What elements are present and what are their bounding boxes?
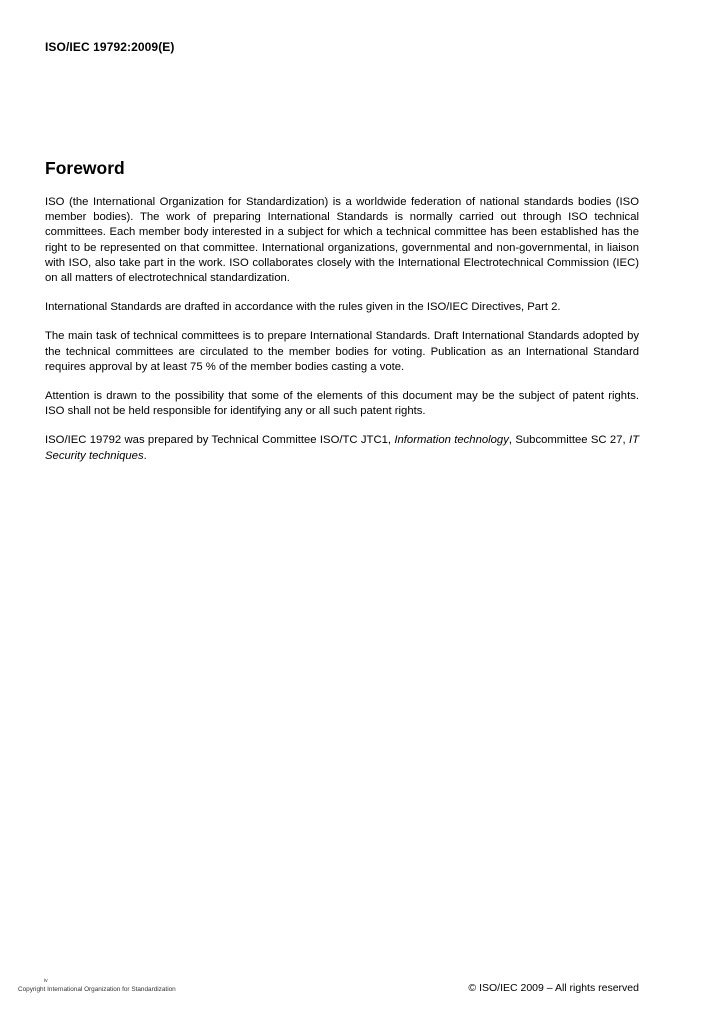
paragraph-5-text-c: . bbox=[143, 449, 147, 462]
paragraph-3: The main task of technical committees is to prepare International Standards. Draft International Standards adopted by the technical committees are circulated to the member bodies for voting. Publication as an International Standard requires approval by at least 75 % of the member bodies casting a vote. bbox=[45, 330, 639, 373]
body-text bbox=[45, 195, 639, 478]
paragraph-5-italic-b: IT Security techniques bbox=[45, 434, 639, 462]
page-number: iv bbox=[44, 978, 48, 984]
rights-reserved: © ISO/IEC 2009 – All rights reserved bbox=[468, 982, 639, 994]
paragraph-5-text-b: , Subcommittee SC 27, bbox=[508, 434, 629, 447]
paragraph-5 bbox=[45, 433, 639, 463]
document-id: ISO/IEC 19792:2009(E) bbox=[45, 40, 175, 54]
paragraph-5-italic-a: Information technology bbox=[394, 434, 509, 447]
copyright-notice: Copyright International Organization for Standardization bbox=[18, 986, 176, 993]
section-heading: Foreword bbox=[45, 158, 125, 178]
paragraph-4: Attention is drawn to the possibility that some of the elements of this document may be the subject of patent rights. ISO shall not be held responsible for identifying any or all such patent rights. bbox=[45, 390, 639, 418]
paragraph-2: International Standards are drafted in accordance with the rules given in the ISO/IEC Directives, Part 2. bbox=[45, 301, 561, 314]
paragraph-5-text-a: ISO/IEC 19792 was prepared by Technical Committee ISO/TC JTC1, bbox=[45, 434, 395, 447]
paragraph-1: ISO (the International Organization for Standardization) is a worldwide federation of national standards bodies (ISO member bodies). The work of preparing International Standards is normally carried out through ISO technical committees. Each member body interested in a subject for which a technical committee has been established has the right to be represented on that committee. International organizations, governmental and non-governmental, in liaison with ISO, also take part in the work. ISO collaborates closely with the International Electrotechnical Commission (IEC) on all matters of electrotechnical standardization. bbox=[45, 196, 639, 285]
